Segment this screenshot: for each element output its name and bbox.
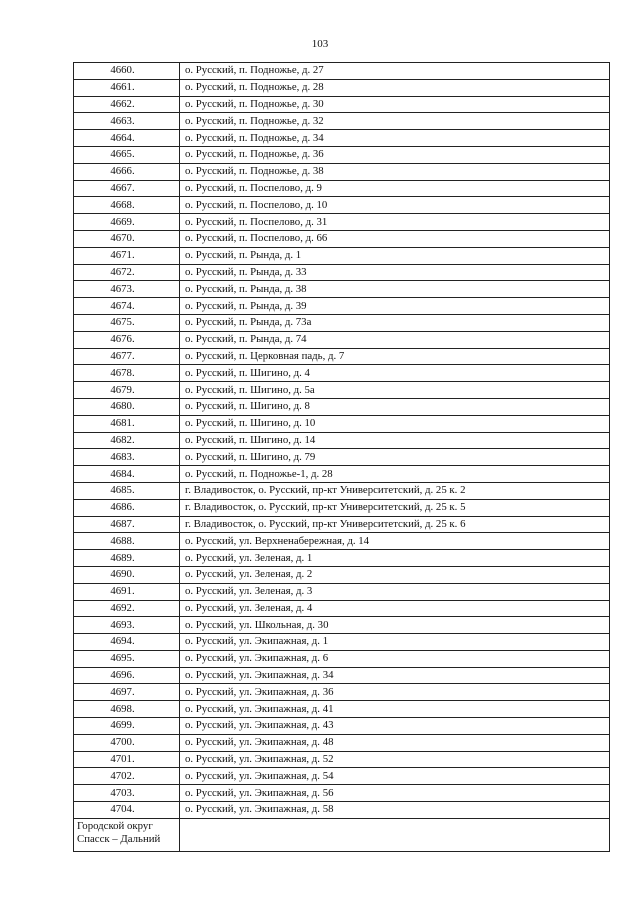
row-number: 4677.	[74, 348, 180, 365]
row-number: 4664.	[74, 130, 180, 147]
table-row	[74, 734, 610, 751]
row-number: 4669.	[74, 214, 180, 231]
row-address: о. Русский, ул. Зеленая, д. 3	[180, 583, 610, 600]
table-row	[74, 499, 610, 516]
table-row	[74, 247, 610, 264]
table-row	[74, 449, 610, 466]
table-row	[74, 583, 610, 600]
row-address: о. Русский, п. Подножье, д. 38	[180, 163, 610, 180]
table-row	[74, 566, 610, 583]
table-row	[74, 667, 610, 684]
row-number: 4663.	[74, 113, 180, 130]
row-number: 4699.	[74, 718, 180, 735]
row-number: 4676.	[74, 331, 180, 348]
row-number: 4667.	[74, 180, 180, 197]
district-address-cell	[180, 818, 610, 851]
row-address: о. Русский, ул. Экипажная, д. 58	[180, 802, 610, 819]
row-address: о. Русский, ул. Экипажная, д. 6	[180, 650, 610, 667]
table-row	[74, 802, 610, 819]
table-row	[74, 331, 610, 348]
table-row	[74, 314, 610, 331]
row-number: 4668.	[74, 197, 180, 214]
row-address: о. Русский, ул. Зеленая, д. 2	[180, 566, 610, 583]
row-number: 4698.	[74, 701, 180, 718]
row-address: о. Русский, п. Рында, д. 33	[180, 264, 610, 281]
table-row	[74, 230, 610, 247]
district-name-line2: Спасск – Дальний	[77, 832, 161, 845]
row-address: о. Русский, ул. Зеленая, д. 4	[180, 600, 610, 617]
table-row	[74, 382, 610, 399]
table-row	[74, 617, 610, 634]
row-number: 4662.	[74, 96, 180, 113]
row-address: о. Русский, ул. Экипажная, д. 56	[180, 785, 610, 802]
row-address: о. Русский, ул. Экипажная, д. 1	[180, 634, 610, 651]
row-address: о. Русский, ул. Экипажная, д. 36	[180, 684, 610, 701]
table-row	[74, 466, 610, 483]
row-number: 4689.	[74, 550, 180, 567]
row-address: о. Русский, п. Подножье, д. 28	[180, 79, 610, 96]
row-number: 4703.	[74, 785, 180, 802]
row-number: 4666.	[74, 163, 180, 180]
row-address: о. Русский, п. Поспелово, д. 9	[180, 180, 610, 197]
row-number: 4674.	[74, 298, 180, 315]
address-table	[73, 62, 610, 852]
table-row	[74, 365, 610, 382]
row-address: о. Русский, п. Поспелово, д. 66	[180, 230, 610, 247]
table-row	[74, 197, 610, 214]
table-row	[74, 113, 610, 130]
table-row	[74, 516, 610, 533]
row-address: о. Русский, п. Рында, д. 38	[180, 281, 610, 298]
row-number: 4688.	[74, 533, 180, 550]
row-number: 4678.	[74, 365, 180, 382]
row-number: 4680.	[74, 398, 180, 415]
row-number: 4697.	[74, 684, 180, 701]
row-address: о. Русский, п. Подножье, д. 30	[180, 96, 610, 113]
row-address: о. Русский, п. Церковная падь, д. 7	[180, 348, 610, 365]
row-address: о. Русский, п. Рында, д. 73а	[180, 314, 610, 331]
row-number: 4681.	[74, 415, 180, 432]
row-number: 4675.	[74, 314, 180, 331]
row-address: о. Русский, п. Подножье, д. 27	[180, 63, 610, 80]
row-address: о. Русский, п. Рында, д. 1	[180, 247, 610, 264]
row-number: 4692.	[74, 600, 180, 617]
row-address: о. Русский, п. Подножье, д. 36	[180, 146, 610, 163]
row-address: о. Русский, п. Шигино, д. 10	[180, 415, 610, 432]
page-number: 103	[311, 38, 329, 50]
table-row	[74, 415, 610, 432]
row-number: 4687.	[74, 516, 180, 533]
row-number: 4679.	[74, 382, 180, 399]
row-number: 4704.	[74, 802, 180, 819]
row-number: 4700.	[74, 734, 180, 751]
row-number: 4682.	[74, 432, 180, 449]
table-row	[74, 482, 610, 499]
row-number: 4693.	[74, 617, 180, 634]
row-number: 4665.	[74, 146, 180, 163]
row-number: 4661.	[74, 79, 180, 96]
row-address: о. Русский, п. Поспелово, д. 31	[180, 214, 610, 231]
row-address: о. Русский, п. Рында, д. 39	[180, 298, 610, 315]
row-address: о. Русский, ул. Экипажная, д. 34	[180, 667, 610, 684]
row-address: г. Владивосток, о. Русский, пр-кт Университетский, д. 25 к. 5	[180, 499, 610, 516]
row-address: о. Русский, ул. Экипажная, д. 52	[180, 751, 610, 768]
row-number: 4673.	[74, 281, 180, 298]
table-row	[74, 785, 610, 802]
row-number: 4683.	[74, 449, 180, 466]
district-name-line1: Городской округ	[77, 819, 153, 832]
table-row	[74, 63, 610, 80]
table-row	[74, 163, 610, 180]
table-row	[74, 432, 610, 449]
table-row	[74, 298, 610, 315]
row-number: 4691.	[74, 583, 180, 600]
table-row	[74, 348, 610, 365]
table-row	[74, 533, 610, 550]
row-address: о. Русский, п. Шигино, д. 4	[180, 365, 610, 382]
table-row	[74, 718, 610, 735]
row-address: о. Русский, п. Подножье-1, д. 28	[180, 466, 610, 483]
district-row	[74, 818, 610, 851]
row-number: 4684.	[74, 466, 180, 483]
table-row	[74, 550, 610, 567]
row-address: о. Русский, ул. Школьная, д. 30	[180, 617, 610, 634]
table-row	[74, 264, 610, 281]
row-address: о. Русский, п. Шигино, д. 5а	[180, 382, 610, 399]
row-number: 4672.	[74, 264, 180, 281]
row-number: 4660.	[74, 63, 180, 80]
table-row	[74, 214, 610, 231]
district-name-cell	[74, 818, 180, 851]
row-address: о. Русский, ул. Зеленая, д. 1	[180, 550, 610, 567]
row-address: о. Русский, п. Подножье, д. 32	[180, 113, 610, 130]
row-address: о. Русский, п. Поспелово, д. 10	[180, 197, 610, 214]
row-address: о. Русский, п. Шигино, д. 14	[180, 432, 610, 449]
row-address: о. Русский, п. Подножье, д. 34	[180, 130, 610, 147]
row-number: 4702.	[74, 768, 180, 785]
row-number: 4694.	[74, 634, 180, 651]
row-address: о. Русский, ул. Экипажная, д. 48	[180, 734, 610, 751]
row-address: о. Русский, п. Рында, д. 74	[180, 331, 610, 348]
table-row	[74, 650, 610, 667]
row-number: 4696.	[74, 667, 180, 684]
row-address: о. Русский, ул. Верхненабережная, д. 14	[180, 533, 610, 550]
row-address: г. Владивосток, о. Русский, пр-кт Университетский, д. 25 к. 6	[180, 516, 610, 533]
row-number: 4685.	[74, 482, 180, 499]
row-address: г. Владивосток, о. Русский, пр-кт Университетский, д. 25 к. 2	[180, 482, 610, 499]
row-number: 4690.	[74, 566, 180, 583]
table-row	[74, 146, 610, 163]
table-row	[74, 701, 610, 718]
row-number: 4701.	[74, 751, 180, 768]
row-number: 4671.	[74, 247, 180, 264]
row-address: о. Русский, п. Шигино, д. 79	[180, 449, 610, 466]
table-row	[74, 96, 610, 113]
table-row	[74, 634, 610, 651]
table-row	[74, 600, 610, 617]
row-number: 4670.	[74, 230, 180, 247]
table-row	[74, 130, 610, 147]
table-row	[74, 398, 610, 415]
row-address: о. Русский, ул. Экипажная, д. 43	[180, 718, 610, 735]
table-row	[74, 180, 610, 197]
row-address: о. Русский, ул. Экипажная, д. 54	[180, 768, 610, 785]
row-number: 4686.	[74, 499, 180, 516]
table-row	[74, 281, 610, 298]
row-number: 4695.	[74, 650, 180, 667]
table-row	[74, 751, 610, 768]
table-row	[74, 79, 610, 96]
row-address: о. Русский, ул. Экипажная, д. 41	[180, 701, 610, 718]
row-address: о. Русский, п. Шигино, д. 8	[180, 398, 610, 415]
table-row	[74, 684, 610, 701]
address-table-body	[74, 63, 610, 852]
table-row	[74, 768, 610, 785]
